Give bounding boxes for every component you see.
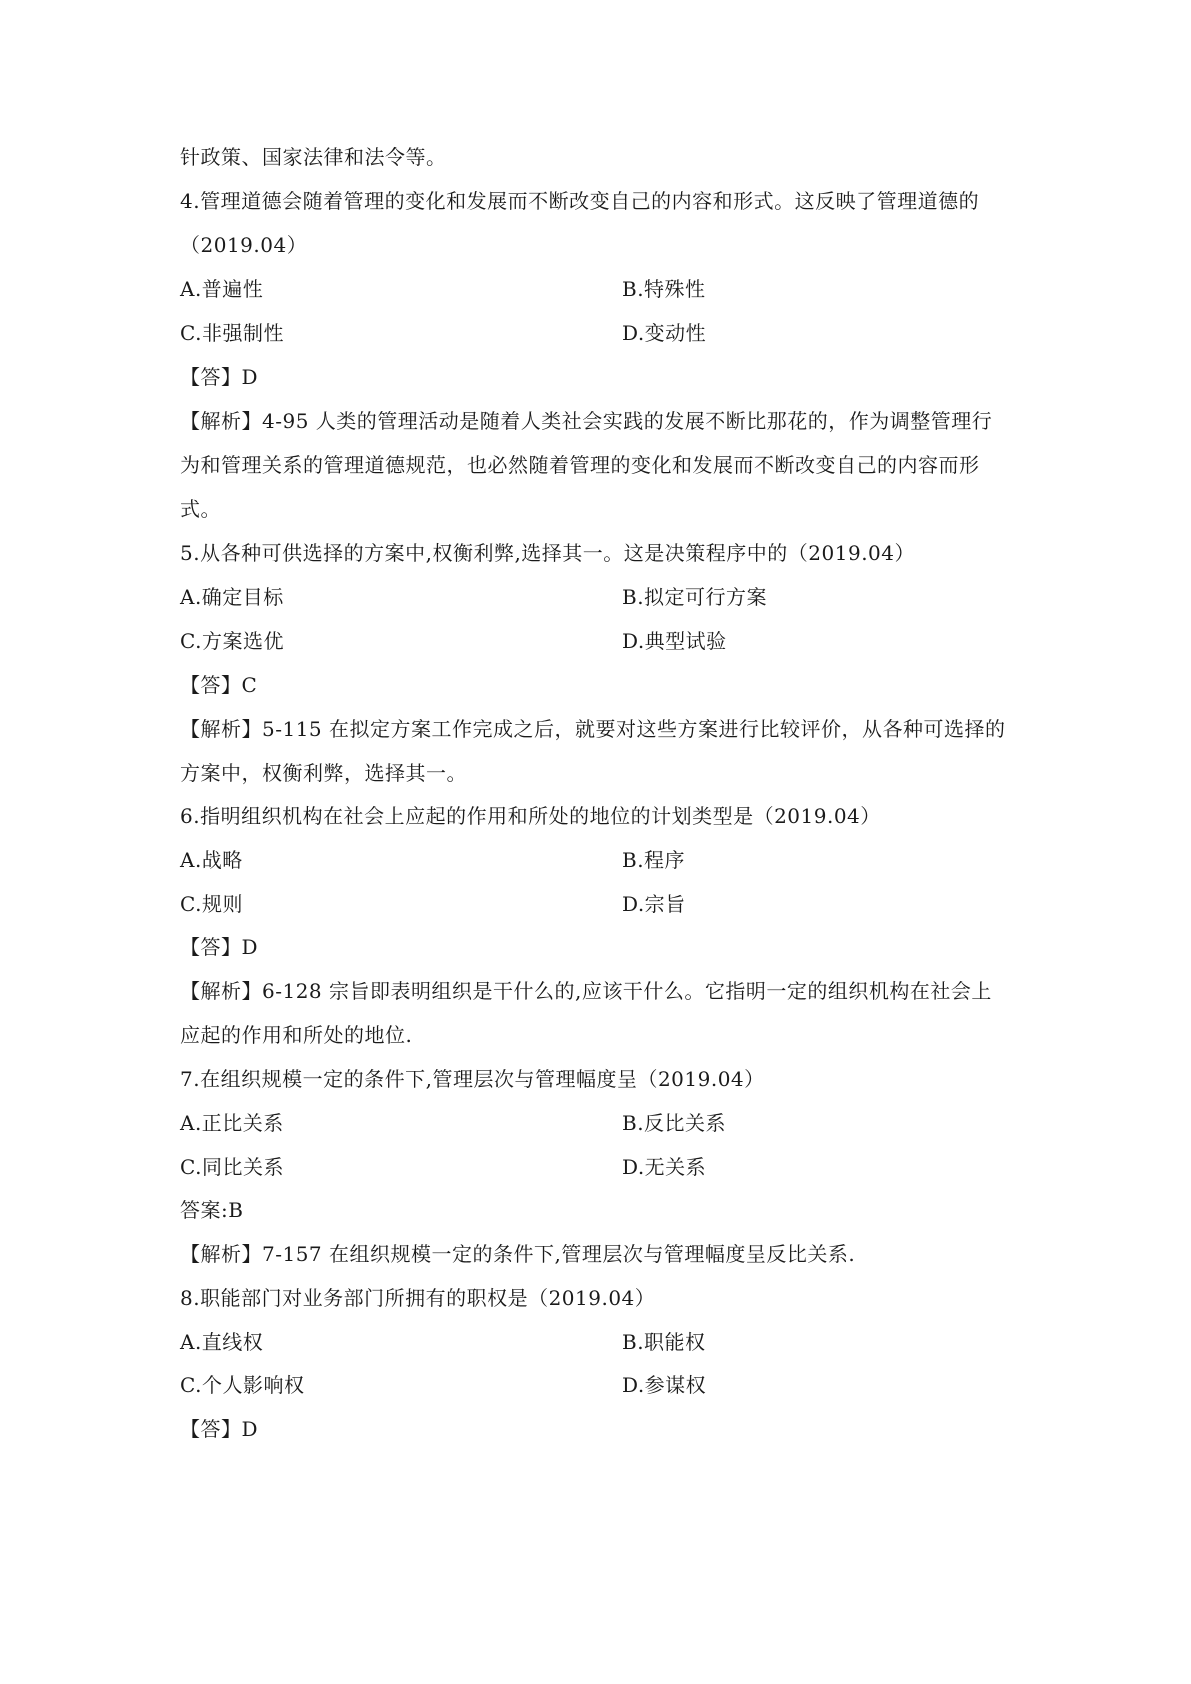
question-7-option-b: B.反比关系	[622, 1111, 727, 1135]
question-5-explanation: 【解析】5-115 在拟定方案工作完成之后，就要对这些方案进行比较评价，从各种可选择的	[180, 717, 1006, 741]
text-line: 针政策、国家法律和法令等。	[180, 145, 447, 169]
question-6-option-a: A.战略	[180, 848, 243, 872]
question-8-option-d: D.参谋权	[622, 1373, 707, 1397]
question-4-answer: 【答】D	[180, 365, 259, 389]
question-7-option-d: D.无关系	[622, 1155, 707, 1179]
question-6-explanation-cont: 应起的作用和所处的地位.	[180, 1023, 413, 1047]
question-4-option-b: B.特殊性	[622, 277, 706, 301]
question-5-option-d: D.典型试验	[622, 629, 727, 653]
question-4-option-d: D.变动性	[622, 321, 707, 345]
question-5-explanation-cont: 方案中，权衡利弊，选择其一。	[180, 761, 467, 785]
question-6-option-b: B.程序	[622, 848, 686, 872]
question-5-option-a: A.确定目标	[180, 585, 284, 609]
question-4-explanation-cont: 为和管理关系的管理道德规范，也必然随着管理的变化和发展而不断改变自己的内容而形	[180, 453, 980, 477]
question-7-stem: 7.在组织规模一定的条件下,管理层次与管理幅度呈（2019.04）	[180, 1067, 765, 1091]
question-8-answer: 【答】D	[180, 1417, 259, 1441]
question-4-explanation: 【解析】4-95 人类的管理活动是随着人类社会实践的发展不断比那花的，作为调整管理行	[180, 409, 993, 433]
question-6-stem: 6.指明组织机构在社会上应起的作用和所处的地位的计划类型是（2019.04）	[180, 804, 881, 828]
question-6-option-d: D.宗旨	[622, 892, 686, 916]
question-4-explanation-end: 式。	[180, 497, 221, 521]
question-5-option-b: B.拟定可行方案	[622, 585, 768, 609]
question-5-answer: 【答】C	[180, 673, 258, 697]
question-7-explanation: 【解析】7-157 在组织规模一定的条件下,管理层次与管理幅度呈反比关系.	[180, 1242, 856, 1266]
question-8-option-c: C.个人影响权	[180, 1373, 305, 1397]
question-6-explanation: 【解析】6-128 宗旨即表明组织是干什么的,应该干什么。它指明一定的组织机构在社会上	[180, 979, 992, 1003]
question-6-answer: 【答】D	[180, 935, 259, 959]
question-4-stem-cont: （2019.04）	[180, 233, 308, 257]
question-4-stem: 4.管理道德会随着管理的变化和发展而不断改变自己的内容和形式。这反映了管理道德的	[180, 189, 980, 213]
question-5-stem: 5.从各种可供选择的方案中,权衡利弊,选择其一。这是决策程序中的（2019.04）	[180, 541, 916, 565]
question-7-option-c: C.同比关系	[180, 1155, 284, 1179]
question-4-option-c: C.非强制性	[180, 321, 284, 345]
question-7-answer: 答案:B	[180, 1198, 244, 1222]
question-8-option-b: B.职能权	[622, 1330, 706, 1354]
question-6-option-c: C.规则	[180, 892, 243, 916]
question-8-stem: 8.职能部门对业务部门所拥有的职权是（2019.04）	[180, 1286, 656, 1310]
question-8-option-a: A.直线权	[180, 1330, 264, 1354]
question-4-option-a: A.普遍性	[180, 277, 264, 301]
question-5-option-c: C.方案选优	[180, 629, 284, 653]
question-7-option-a: A.正比关系	[180, 1111, 284, 1135]
